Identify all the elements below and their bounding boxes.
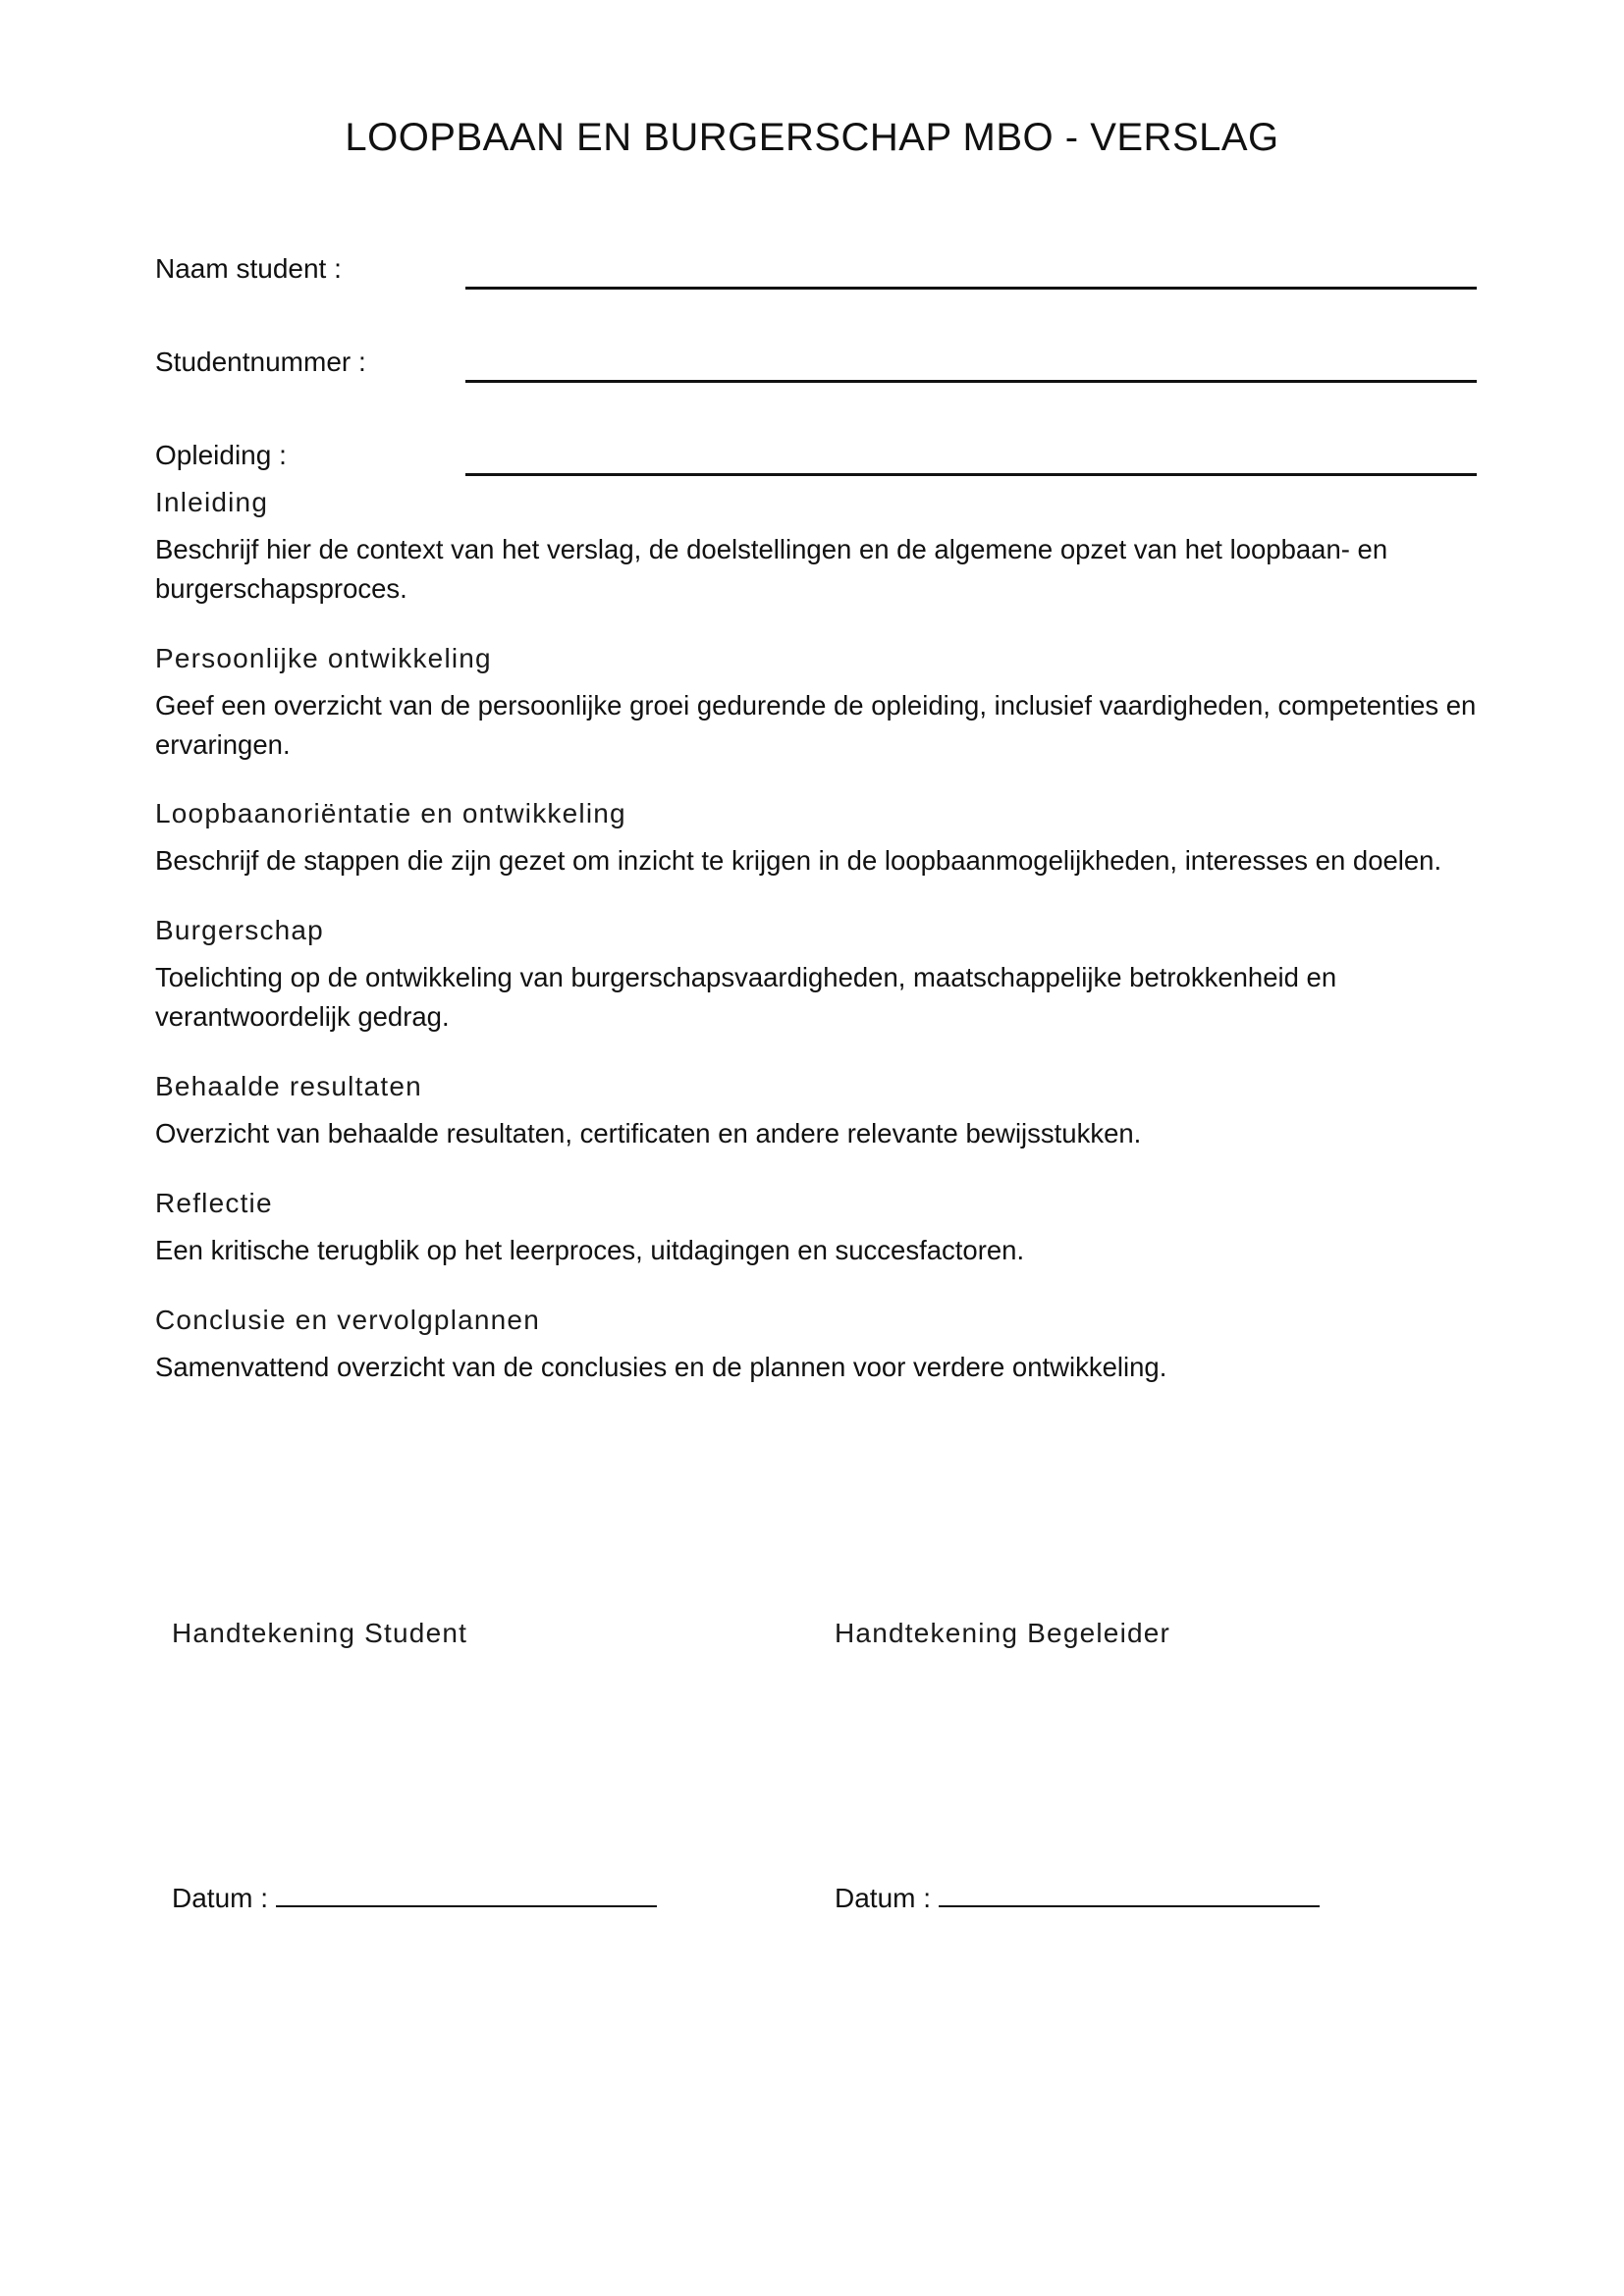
student-number-input-line[interactable] (465, 380, 1477, 383)
section-heading: Loopbaanoriëntatie en ontwikkeling (155, 798, 626, 828)
section-behaalde-resultaten (155, 1071, 1490, 1153)
supervisor-date-row (835, 1883, 1320, 1914)
field-student-number (155, 347, 1481, 386)
section-body: Beschrijf hier de context van het verslag, de doelstellingen en de algemene opzet van het loopbaan- en burgerschapsproces. (155, 534, 1388, 604)
section-heading: Reflectie (155, 1188, 273, 1218)
section-heading: Behaalde resultaten (155, 1071, 422, 1101)
student-name-input-line[interactable] (465, 287, 1477, 290)
signature-student-heading: Handtekening Student (172, 1618, 468, 1648)
field-label-education: Opleiding : (155, 440, 287, 470)
signature-supervisor-block (835, 1618, 1424, 1649)
document-title: LOOPBAAN EN BURGERSCHAP MBO - VERSLAG (345, 116, 1279, 159)
section-conclusie (155, 1305, 1490, 1387)
supervisor-date-label: Datum : (835, 1883, 932, 1913)
signature-supervisor-heading: Handtekening Begeleider (835, 1618, 1171, 1648)
section-burgerschap (155, 915, 1490, 1037)
section-persoonlijke-ontwikkeling (155, 643, 1490, 765)
student-date-row (172, 1883, 657, 1914)
student-date-label: Datum : (172, 1883, 269, 1913)
section-body: Geef een overzicht van de persoonlijke groei gedurende de opleiding, inclusief vaardigheden, competenties en ervaringen. (155, 690, 1477, 760)
education-input-line[interactable] (465, 473, 1477, 476)
section-heading: Conclusie en vervolgplannen (155, 1305, 540, 1335)
section-body: Toelichting op de ontwikkeling van burgerschapsvaardigheden, maatschappelijke betrokkenheid en verantwoordelijk gedrag. (155, 962, 1337, 1032)
field-label-student-name: Naam student : (155, 253, 342, 284)
section-body: Samenvattend overzicht van de conclusies en de plannen voor verdere ontwikkeling. (155, 1352, 1167, 1382)
section-body: Overzicht van behaalde resultaten, certificaten en andere relevante bewijsstukken. (155, 1118, 1142, 1148)
section-heading: Burgerschap (155, 915, 324, 945)
section-body: Een kritische terugblik op het leerproces, uitdagingen en succesfactoren. (155, 1235, 1025, 1265)
section-heading: Inleiding (155, 487, 269, 517)
signature-student-block (172, 1618, 761, 1649)
section-heading: Persoonlijke ontwikkeling (155, 643, 492, 673)
student-date-input-line[interactable] (276, 1905, 657, 1907)
section-reflectie (155, 1188, 1490, 1270)
section-inleiding (155, 487, 1490, 609)
section-body: Beschrijf de stappen die zijn gezet om inzicht te krijgen in de loopbaanmogelijkheden, interesses en doelen. (155, 845, 1442, 876)
field-education (155, 440, 1481, 479)
field-label-student-number: Studentnummer : (155, 347, 366, 377)
supervisor-date-input-line[interactable] (939, 1905, 1320, 1907)
field-student-name (155, 253, 1481, 293)
section-loopbaanorientatie (155, 798, 1490, 881)
